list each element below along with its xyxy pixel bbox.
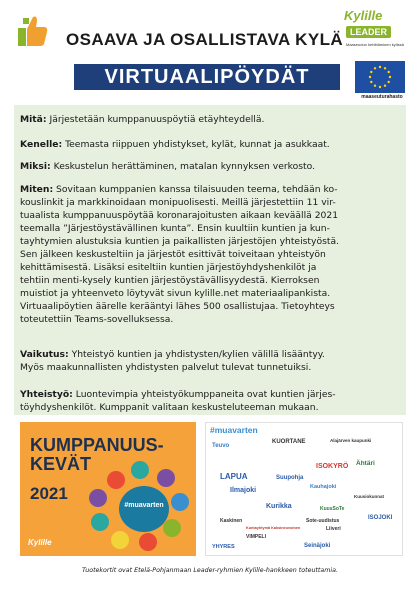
footer-text: Tuotekortit ovat Etelä-Pohjanmaan Leader-ryhmien Kylille-hankkeen toteuttamia. [82, 567, 338, 574]
logos-hashtag: #muavarten [210, 425, 258, 435]
partner-logo: Ilmajoki [230, 487, 257, 494]
kumppanuuskevat-image [20, 422, 196, 556]
partner-logo: Kuusiokunnat [354, 494, 384, 499]
partner-logo: KUORTANE [272, 439, 306, 445]
card-title [30, 436, 164, 474]
partner-logo: Ähtäri [356, 460, 375, 467]
thumbs-up-logo-icon [16, 14, 48, 48]
partner-logo: Kurikka [266, 503, 292, 510]
section-text: Keskustelun herättäminen, matalan kynnyksen verkosto. [50, 161, 316, 172]
header-title: OSAAVA JA OSALLISTAVA KYLÄ [66, 30, 344, 49]
partner-logo: Alajärven kaupunki [330, 438, 372, 443]
brand-subtext: Maaseudun kehittäminen kylissä [346, 42, 404, 47]
section-mita [20, 113, 402, 126]
partner-logo: KuusSoTe [320, 506, 345, 512]
partner-logo: Kaskinen [220, 518, 243, 524]
section-label: Kenelle: [20, 139, 63, 150]
brand-word: Kylille [344, 8, 383, 23]
section-text: Sovitaan kumppanien kanssa tilaisuuden teema, tehdään ko- kouslinkit ja markkinoidaan monipuolisesti. Meillä järjestettiin 11 vir- tuaalista kumppanuuspöytää koronarajoitusten aikaan keväällä 2021 teemalla ”Järjestöystävällinen kunta”. Ensin kuultiin kuntien ja kun- tayhtymien alustuksia kuntien ja paikallisten järjestöjen yhteistyöstä. Sen jälkeen keskusteltiin ja järjestöt esittivät toiveitaan yhteistyön kehittämisestä. Lisäksi esiteltiin kuntien järjestöyhdyshenkilöt ja tehtiin menti-kysely kuntien järjestöystävällisyydestä. Kierroksen muistiot ja yhteenveto löytyvät sivun kylille.net materiaalipankista. Virtuaalipöytien äärelle kerääntyi lähes 500 osallistujaa. Tietoyhteys toteutettiin Teams-sovelluksessa. [20, 184, 340, 325]
partner-logo: Kauhajoki [310, 484, 337, 490]
partner-logo: Teuvo [212, 443, 230, 449]
section-label: Yhteistyö: [20, 389, 73, 400]
leader-badge: LEADER [346, 26, 391, 38]
section-label: Miten: [20, 184, 54, 195]
section-vaikutus [20, 348, 402, 374]
section-yhteistyo [20, 388, 402, 414]
section-text: Yhteistyö kuntien ja yhdistysten/kylien välillä lisääntyy. Myös maakunnallisten yhdistysten palvelut tulevat tunnetuiksi. [20, 349, 325, 373]
section-label: Mitä: [20, 114, 47, 125]
partner-logos-image [205, 422, 403, 556]
card-title-line2: KEVÄT [30, 454, 92, 474]
section-kenelle [20, 138, 402, 151]
partner-logo: Seinäjoki [304, 543, 331, 549]
partner-logo: Liiveri [326, 526, 341, 532]
card-title-line1: KUMPPANUUS- [30, 435, 164, 455]
section-text: Teemasta riippuen yhdistykset, kylät, kunnat ja asukkaat. [62, 139, 330, 150]
eu-caption: maaseuturahasto [361, 94, 403, 100]
section-label: Miksi: [20, 161, 51, 172]
section-miten [20, 183, 402, 326]
card-brand: Kylille [28, 538, 52, 547]
partner-logo: Suupohja [276, 475, 304, 481]
title-bar [74, 64, 340, 90]
partner-logo: YHYRES [212, 544, 235, 550]
partner-logo: ISOJOKI [368, 515, 393, 521]
section-label: Vaikutus: [20, 349, 69, 360]
partner-logo: Sote-uudistus [306, 518, 340, 524]
partner-logo: LAPUA [220, 472, 248, 481]
section-text: Järjestetään kumppanuuspöytiä etäyhteydellä. [46, 114, 265, 125]
section-text: Luontevimpia yhteistyökumppaneita ovat kuntien järjes- töyhdyshenkilöt. Kumppanit valitaan keskusteluteeman mukaan. [20, 389, 336, 413]
section-miksi [20, 160, 402, 173]
partner-logo: VIMPELI [246, 534, 267, 540]
card-year: 2021 [30, 484, 68, 503]
partner-logo: ISOKYRÖ [316, 463, 349, 470]
circle-hashtag: #muavarten [124, 502, 164, 509]
page-title: VIRTUAALIPÖYDÄT [104, 65, 310, 88]
circle-center [119, 486, 169, 532]
eu-flag-icon [355, 61, 405, 93]
partner-logo: Kuntayhtymä Kaksineuvoinen [246, 526, 301, 530]
kylille-leader-logo [344, 8, 406, 56]
